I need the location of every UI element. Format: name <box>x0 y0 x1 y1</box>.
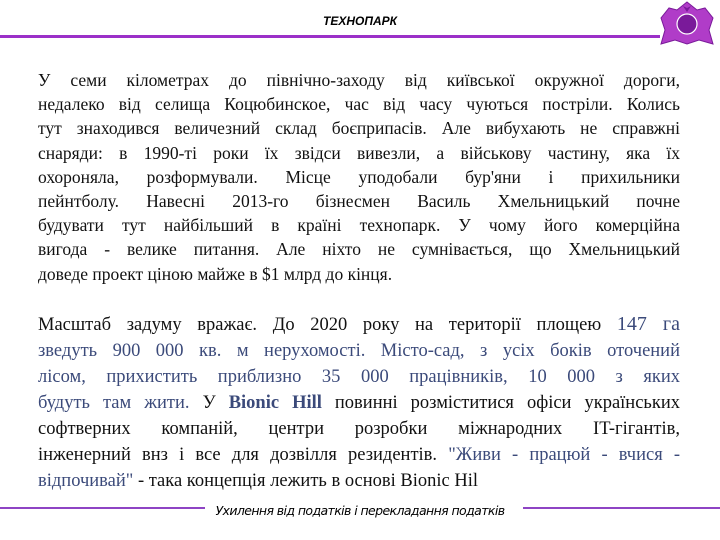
text-line <box>38 390 680 416</box>
text-segment: інженерний внз і все для дозвілля резидентів. <box>38 445 449 465</box>
text-line: охороняла, розформували. Місце уподобали бур'яни і прихильники <box>38 166 680 187</box>
text-line <box>38 311 680 338</box>
text-segment: Масштаб задуму вражає. До 2020 року на території площею <box>38 315 617 335</box>
text-line: зведуть 900 000 кв. м нерухомості. Місто-сад, з усіх боків оточений <box>38 341 680 361</box>
text-segment: - така концепція лежить в основі Bionic Hil <box>133 471 478 491</box>
text-segment: будуть там жити. <box>38 393 190 413</box>
text-segment: У <box>189 393 229 413</box>
text-line: софтверних компаній, центри розробки міжнародних IT-гігантів, <box>38 419 680 439</box>
bionic-hill-name: Bionic Hill <box>228 393 322 413</box>
text-line: снаряди: в 1990-ті роки їх звідси вивезли, а військову частину, яка їх <box>38 142 680 163</box>
text-segment: повинні розміститися офіси українських <box>321 393 680 413</box>
highlight-area: 147 га <box>616 313 680 335</box>
text-line: будувати тут найбільший в країні технопарк. У чому його комерційна <box>38 215 680 236</box>
text-line: У семи кілометрах до північно-заходу від київської окружної дороги, <box>38 70 680 90</box>
slogan-quote: відпочивай" <box>38 471 134 491</box>
paragraph-intro <box>38 68 680 286</box>
coat-of-arms-logo <box>655 0 719 46</box>
paragraph-scale <box>38 311 680 494</box>
footer-caption: Ухилення від податків і перекладання податків <box>215 503 505 518</box>
slide-title: ТЕХНОПАРК <box>322 14 397 28</box>
text-line: доведе проект ціною майже в $1 млрд до кінця. <box>38 263 393 284</box>
text-line: пейнтболу. Навесні 2013-го бізнесмен Василь Хмельницький почне <box>38 191 680 212</box>
slogan-quote: "Живи - працюй - вчися - <box>448 445 681 465</box>
footer-divider-left <box>0 507 205 509</box>
text-line: лісом, прихистить приблизно 35 000 працівників, 10 000 з яких <box>38 367 680 387</box>
text-line <box>38 468 680 494</box>
text-line: недалеко від селища Коцюбинское, час від часу чуються постріли. Колись <box>38 94 680 115</box>
footer-divider-right <box>523 507 720 509</box>
text-line: вигода - велике питання. Але ніхто не сумнівається, що Хмельницький <box>38 239 680 260</box>
text-line <box>38 442 680 468</box>
header-divider <box>0 35 660 38</box>
text-line: тут знаходився величезний склад боєприпасів. Але вибухають не справжні <box>38 118 680 139</box>
